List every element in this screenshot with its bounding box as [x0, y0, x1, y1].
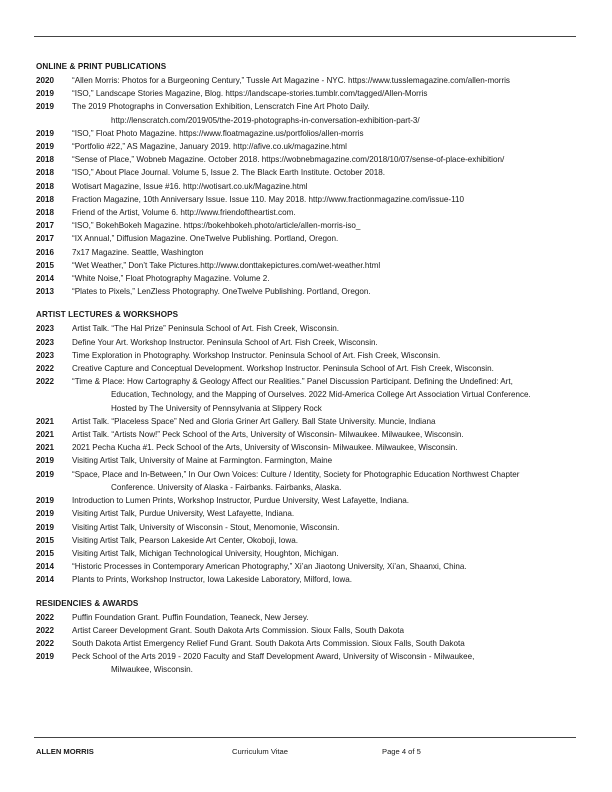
entry-year: 2019: [36, 89, 55, 99]
entry-text: 2021 Pecha Kucha #1. Peck School of the Arts, University of Wisconsin- Milwaukee. Milwaukee, Wisconsin.: [72, 443, 458, 453]
entry-year: 2022: [36, 638, 55, 648]
entry-year: 2019: [36, 522, 55, 532]
entry-year: 2018: [36, 155, 55, 165]
entry-year: 2023: [36, 337, 55, 347]
entry-text: Introduction to Lumen Prints, Workshop Instructor, Purdue University, West Lafayette, Indiana.: [72, 496, 409, 506]
entry-text: “ISO,” Float Photo Magazine. https://www.floatmagazine.us/portfolios/allen-morris: [72, 128, 364, 138]
entry-year: 2021: [36, 430, 55, 440]
entry: [36, 166, 580, 179]
entry: [36, 547, 580, 560]
entry-text: Creative Capture and Conceptual Development. Workshop Instructor. Peninsula School of Art. Fish Creek, Wisconsin.: [72, 364, 494, 374]
entry-year: 2019: [36, 652, 55, 662]
entry: [36, 375, 580, 415]
entry-text: “IX Annual,” Diffusion Magazine. OneTwelve Publishing. Portland, Oregon.: [72, 234, 339, 244]
header-rule: [34, 36, 576, 37]
section-lectures: [36, 308, 580, 586]
entry-year: 2022: [36, 625, 55, 635]
entry-text: Artist Talk. “Artists Now!” Peck School of the Arts, University of Wisconsin- Milwaukee. Milwaukee, Wisconsin.: [72, 430, 464, 440]
entry: [36, 611, 580, 624]
entry-year: 2019: [36, 469, 55, 479]
entry-year: 2019: [36, 128, 55, 138]
entry-year: 2022: [36, 364, 55, 374]
section-residencies: [36, 597, 580, 677]
entry-text: Time Exploration in Photography. Workshop Instructor. Peninsula School of Art. Fish Creek, Wisconsin.: [72, 350, 441, 360]
section-title: RESIDENCIES & AWARDS: [36, 598, 139, 608]
entry-list: [36, 322, 580, 586]
entry-year: 2021: [36, 416, 55, 426]
entry-text: Artist Talk. “Placeless Space” Ned and Gloria Griner Art Gallery. Ball State University. Muncie, Indiana: [72, 416, 436, 426]
entry-year: 2014: [36, 575, 55, 585]
entry-year: 2015: [36, 548, 55, 558]
entry: [36, 153, 580, 166]
entry: [36, 415, 580, 428]
entry: [36, 624, 580, 637]
entry-year: 2022: [36, 377, 55, 387]
entry-year: 2018: [36, 194, 55, 204]
footer-page-number: Page 4 of 5: [382, 747, 421, 756]
entry-year: 2023: [36, 350, 55, 360]
entry: [36, 100, 580, 126]
footer-name: ALLEN MORRIS: [36, 747, 94, 756]
entry-year: 2017: [36, 221, 55, 231]
entry: [36, 206, 580, 219]
entry: [36, 74, 580, 87]
entry: [36, 285, 580, 298]
entry-year: 2019: [36, 456, 55, 466]
entry: [36, 349, 580, 362]
entry-year: 2019: [36, 102, 55, 112]
entry-year: 2021: [36, 443, 55, 453]
entry: [36, 521, 580, 534]
entry-text: “Sense of Place,” Wobneb Magazine. October 2018. https://wobnebmagazine.com/2018/10/07/sense-of-place-exhibition/: [72, 155, 505, 165]
entry-year: 2013: [36, 287, 55, 297]
entry-text: “Plates to Pixels,” LenZless Photography. OneTwelve Publishing. Portland, Oregon.: [72, 287, 371, 297]
entry: [36, 560, 580, 573]
entry: [36, 193, 580, 206]
entry-text: Visiting Artist Talk, Purdue University, West Lafayette, Indiana.: [72, 509, 295, 519]
entry: [36, 127, 580, 140]
entry-text: Artist Talk. “The Hal Prize” Peninsula School of Art. Fish Creek, Wisconsin.: [72, 324, 340, 334]
entry-text: “White Noise,” Float Photography Magazine. Volume 2.: [72, 274, 270, 284]
entry: [36, 140, 580, 153]
entry: [36, 322, 580, 335]
section-title: ARTIST LECTURES & WORKSHOPS: [36, 310, 179, 320]
entry-year: 2019: [36, 496, 55, 506]
entry-year: 2018: [36, 208, 55, 218]
entry: [36, 180, 580, 193]
entry: [36, 454, 580, 467]
entry-text: Fraction Magazine, 10th Anniversary Issue. Issue 110. May 2018. http://www.fractionmagazine.com/issue-110: [72, 194, 464, 204]
entry-year: 2022: [36, 612, 55, 622]
entry-text: “Space, Place and In-Between,” In Our Own Voices: Culture / Identity, Society for Photographic Education Northwest Chapter Conference. University of Alaska - Fairbanks. Fairbanks, Alaska.: [72, 469, 520, 492]
entry-text: Visiting Artist Talk, Pearson Lakeside Art Center, Okoboji, Iowa.: [72, 535, 298, 545]
entry-text: “Historic Processes in Contemporary American Photography,” Xi’an Jiaotong University, Xi’an, Shaanxi, China.: [72, 562, 467, 572]
page-footer: [36, 747, 576, 759]
entry-year: 2017: [36, 234, 55, 244]
entry-text: “Allen Morris: Photos for a Burgeoning Century,” Tussle Art Magazine - NYC. https://www.tusslemagazine.com/allen-morris: [72, 76, 510, 85]
entry: [36, 637, 580, 650]
entry-text: 7x17 Magazine. Seattle, Washington: [72, 247, 204, 257]
cv-content: [36, 60, 580, 687]
entry-year: 2018: [36, 168, 55, 178]
entry-text: Puffin Foundation Grant. Puffin Foundation, Teaneck, New Jersey.: [72, 612, 309, 622]
entry: [36, 650, 580, 676]
entry-year: 2015: [36, 260, 55, 270]
footer-document-title: Curriculum Vitae: [232, 747, 288, 756]
entry-list: [36, 611, 580, 677]
entry: [36, 468, 580, 494]
entry: [36, 259, 580, 272]
entry-year: 2019: [36, 509, 55, 519]
entry: [36, 336, 580, 349]
entry: [36, 362, 580, 375]
entry: [36, 441, 580, 454]
entry: [36, 219, 580, 232]
entry: [36, 494, 580, 507]
entry-year: 2020: [36, 76, 55, 85]
footer-rule: [34, 737, 576, 738]
entry: [36, 246, 580, 259]
entry: [36, 272, 580, 285]
entry-text: “Time & Place: How Cartography & Geology Affect our Realities.” Panel Discussion Participant. Defining the Undefined: Art, Education, Technology, and the Mapping of Ourselves. 2022 Mid-America College Art Association Virtual Conference. Hosted by The University of Pennsylvania at Slippery Rock: [72, 377, 531, 413]
entry-text: Artist Career Development Grant. South Dakota Arts Commission. Sioux Falls, South Dakota: [72, 625, 404, 635]
entry-text: “Wet Weather,” Don’t Take Pictures.http://www.donttakepictures.com/wet-weather.html: [72, 260, 381, 270]
entry-year: 2023: [36, 324, 55, 334]
entry-text: South Dakota Artist Emergency Relief Fund Grant. South Dakota Arts Commission. Sioux Falls, South Dakota: [72, 638, 465, 648]
entry-text: “ISO,” Landscape Stories Magazine, Blog. https://landscape-stories.tumblr.com/tagged/Allen-Morris: [72, 89, 428, 99]
entry-text: Define Your Art. Workshop Instructor. Peninsula School of Art. Fish Creek, Wisconsin.: [72, 337, 378, 347]
entry-text: Visiting Artist Talk, University of Maine at Farmington. Farmington, Maine: [72, 456, 333, 466]
entry-text: Plants to Prints, Workshop Instructor, Iowa Lakeside Laboratory, Milford, Iowa.: [72, 575, 352, 585]
entry-text: Friend of the Artist, Volume 6. http://www.friendoftheartist.com.: [72, 208, 296, 218]
entry: [36, 534, 580, 547]
entry-text: “Portfolio #22,” AS Magazine, January 2019. http://afive.co.uk/magazine.html: [72, 142, 347, 152]
entry-year: 2014: [36, 562, 55, 572]
entry-text: Peck School of the Arts 2019 - 2020 Faculty and Staff Development Award, University of Wisconsin - Milwaukee, Milwaukee, Wisconsin.: [72, 652, 475, 675]
entry-year: 2016: [36, 247, 55, 257]
entry-text: The 2019 Photographs in Conversation Exhibition, Lenscratch Fine Art Photo Daily. http://lenscratch.com/2019/05/the-2019-photographs-in-conversation-exhibition-part-3/: [72, 102, 420, 125]
entry-text: Wotisart Magazine, Issue #16. http://wotisart.co.uk/Magazine.html: [72, 181, 308, 191]
entry-text: “ISO,” BokehBokeh Magazine. https://bokehbokeh.photo/article/allen-morris-iso_: [72, 221, 361, 231]
section-publications: [36, 60, 580, 298]
entry-list: [36, 74, 580, 298]
entry-year: 2019: [36, 142, 55, 152]
entry-year: 2018: [36, 181, 55, 191]
entry-year: 2014: [36, 274, 55, 284]
entry-text: “ISO,” About Place Journal. Volume 5, Issue 2. The Black Earth Institute. October 2018.: [72, 168, 385, 178]
entry: [36, 232, 580, 245]
entry: [36, 87, 580, 100]
entry: [36, 428, 580, 441]
section-title: ONLINE & PRINT PUBLICATIONS: [36, 62, 167, 71]
entry-year: 2015: [36, 535, 55, 545]
entry: [36, 507, 580, 520]
entry: [36, 573, 580, 586]
entry-text: Visiting Artist Talk, Michigan Technological University, Houghton, Michigan.: [72, 548, 339, 558]
entry-text: Visiting Artist Talk, University of Wisconsin - Stout, Menomonie, Wisconsin.: [72, 522, 340, 532]
